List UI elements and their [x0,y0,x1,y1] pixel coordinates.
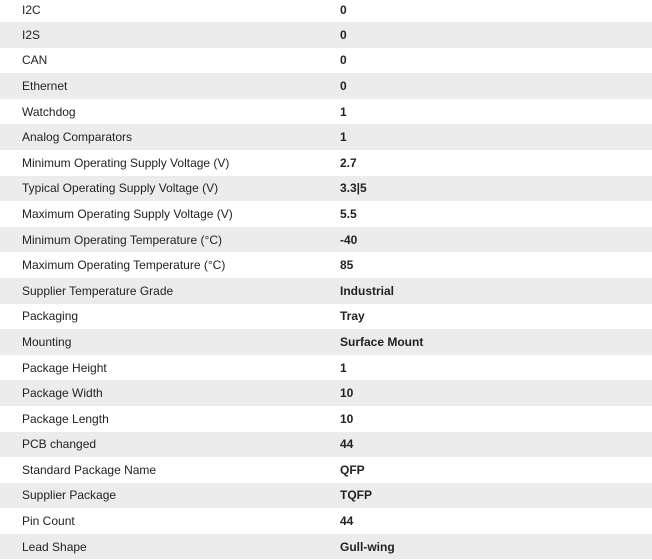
spec-value: 1 [340,104,347,119]
spec-row [0,355,652,381]
spec-row [0,201,652,227]
spec-label: I2C [22,3,41,17]
spec-label: CAN [22,53,48,68]
spec-value: 10 [340,411,354,426]
spec-row [0,304,652,330]
spec-label: Watchdog [22,104,76,119]
spec-label: Minimum Operating Temperature (°C) [22,232,222,247]
spec-value: 2.7 [340,155,357,170]
spec-row [0,406,652,432]
spec-value: 85 [340,258,354,273]
spec-label: Supplier Temperature Grade [22,283,174,298]
spec-value: 10 [340,386,354,401]
spec-value: 0 [340,27,347,42]
spec-row [0,329,652,355]
spec-label: Package Height [22,360,107,375]
spec-value: Gull-wing [340,539,395,554]
spec-row [0,534,652,560]
spec-row [0,432,652,458]
spec-row [0,0,652,22]
spec-value: 44 [340,514,354,529]
spec-value: 5.5 [340,206,357,221]
spec-value: TQFP [340,488,372,503]
spec-value: 0 [340,53,347,68]
spec-label: Supplier Package [22,488,117,503]
spec-value: Tray [340,309,365,324]
spec-row [0,457,652,483]
spec-label: Minimum Operating Supply Voltage (V) [22,155,230,170]
spec-label: I2S [22,27,41,42]
spec-label: Maximum Operating Supply Voltage (V) [22,206,233,221]
spec-row [0,99,652,125]
spec-label: Lead Shape [22,539,87,554]
spec-label: Package Width [22,386,103,401]
spec-label: Analog Comparators [22,130,133,145]
spec-label: Typical Operating Supply Voltage (V) [22,181,219,196]
spec-row [0,252,652,278]
spec-label: Package Length [22,411,109,426]
spec-row [0,22,652,48]
spec-value: 3.3|5 [340,181,367,196]
spec-row [0,150,652,176]
spec-value: -40 [340,232,358,247]
spec-value: 0 [340,3,347,17]
spec-row [0,227,652,253]
spec-row [0,48,652,74]
spec-label: Mounting [22,334,72,349]
spec-value: 44 [340,437,354,452]
spec-value: 1 [340,130,347,145]
spec-value: Surface Mount [340,334,424,349]
spec-label: Maximum Operating Temperature (°C) [22,258,226,273]
spec-label: Ethernet [22,78,68,93]
spec-row [0,380,652,406]
spec-label: Packaging [22,309,79,324]
spec-value: 1 [340,360,347,375]
spec-row [0,508,652,534]
spec-value: QFP [340,462,365,477]
spec-value: Industrial [340,283,395,298]
spec-value: 0 [340,78,347,93]
spec-label: Pin Count [22,514,75,529]
spec-row [0,483,652,509]
spec-row [0,176,652,202]
spec-label: PCB changed [22,437,97,452]
spec-row [0,124,652,150]
spec-row [0,278,652,304]
spec-label: Standard Package Name [22,462,157,477]
spec-row [0,73,652,99]
